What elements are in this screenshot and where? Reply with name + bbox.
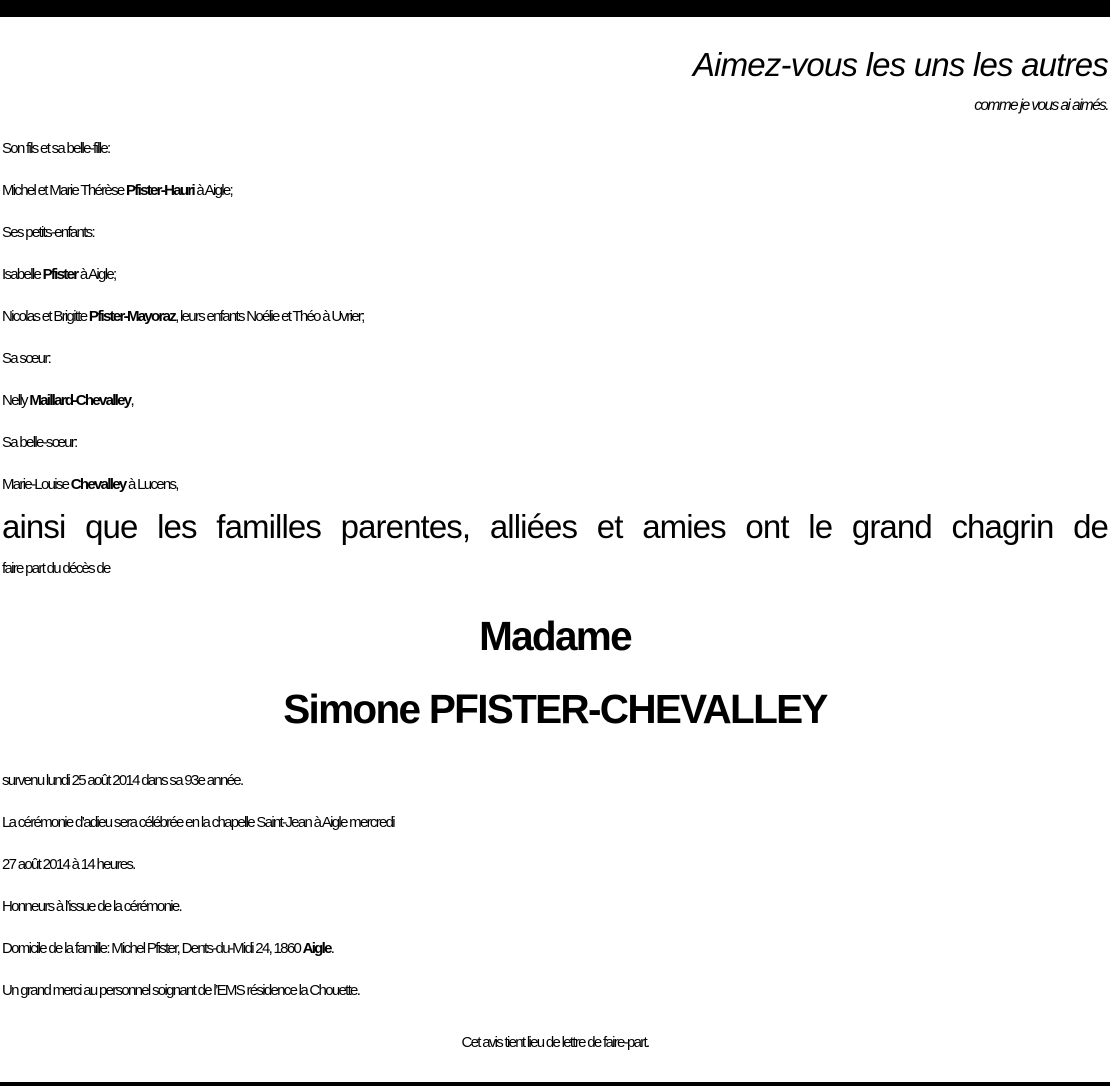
sister-entry bbox=[2, 380, 1108, 422]
grandchild-2-rest: , leurs enfants Noélie et Théo à Uvrier; bbox=[175, 308, 364, 325]
top-rule bbox=[0, 0, 1110, 17]
son-heading: Son fils et sa belle-fille: bbox=[2, 140, 110, 157]
death-line: survenu lundi 25 août 2014 dans sa 93e année. bbox=[2, 772, 243, 789]
grandchild-2-surname: Pfister-Mayoraz bbox=[88, 308, 176, 325]
domicile-city: Aigle bbox=[302, 940, 331, 957]
sister-in-law-entry bbox=[2, 464, 1108, 506]
son-surname: Pfister-Hauri bbox=[126, 182, 194, 199]
grandchild-2-first: Nicolas et Brigitte bbox=[2, 308, 89, 325]
thanks-line: Un grand merci au personnel soignant de l’EMS résidence la Chouette. bbox=[2, 982, 360, 999]
bottom-rule bbox=[0, 1082, 1110, 1086]
grandchild-1-surname: Pfister bbox=[42, 266, 78, 283]
domicile-suffix: . bbox=[330, 940, 334, 957]
sister-heading: Sa sœur: bbox=[2, 350, 51, 367]
grandchild-1-place: à Aigle; bbox=[77, 266, 116, 283]
family-list bbox=[2, 128, 1108, 590]
announcement-line-2: faire part du décès de bbox=[2, 560, 110, 577]
honours-line: Honneurs à l’issue de la cérémonie. bbox=[2, 898, 181, 915]
grandchildren-heading: Ses petits-enfants: bbox=[2, 224, 94, 241]
closing-note: Cet avis tient lieu de lettre de faire-part. bbox=[461, 1034, 649, 1051]
domicile-line bbox=[2, 928, 1108, 970]
sister-rest: , bbox=[130, 392, 133, 409]
sister-in-law-surname: Chevalley bbox=[70, 476, 126, 493]
grandchild-entry-2 bbox=[2, 296, 1108, 338]
son-entry bbox=[2, 170, 1108, 212]
domicile-prefix: Domicile de la famille: Michel Pfister, Dents-du-Midi 24, 1860 bbox=[2, 940, 303, 957]
son-names: Michel et Marie Thérèse bbox=[2, 182, 126, 199]
grandchild-1-first: Isabelle bbox=[2, 266, 43, 283]
grandchild-entry-1 bbox=[2, 254, 1108, 296]
son-place: à Aigle; bbox=[193, 182, 233, 199]
epigraph-line-1: Aimez-vous les uns les autres bbox=[692, 46, 1108, 83]
sister-in-law-heading: Sa belle-sœur: bbox=[2, 434, 77, 451]
deceased-title: Madame bbox=[479, 613, 631, 659]
sister-in-law-first: Marie-Louise bbox=[2, 476, 71, 493]
deceased-name: Simone PFISTER-CHEVALLEY bbox=[283, 686, 827, 732]
sister-first: Nelly bbox=[2, 392, 30, 409]
epigraph bbox=[693, 44, 1108, 126]
sister-surname: Maillard-Chevalley bbox=[29, 392, 131, 409]
deceased-name-block bbox=[0, 600, 1110, 746]
sister-in-law-place: à Lucens, bbox=[125, 476, 178, 493]
announcement-line-1: ainsi que les familles parentes, alliées et amies ont le grand chagrin de bbox=[2, 508, 1108, 545]
epigraph-line-2: comme je vous ai aimés. bbox=[974, 97, 1108, 114]
funeral-details bbox=[2, 760, 1108, 1012]
ceremony-line-1: La cérémonie d’adieu sera célébrée en la chapelle Saint-Jean à Aigle mercredi bbox=[2, 814, 394, 831]
ceremony-line-2: 27 août 2014 à 14 heures. bbox=[2, 856, 135, 873]
